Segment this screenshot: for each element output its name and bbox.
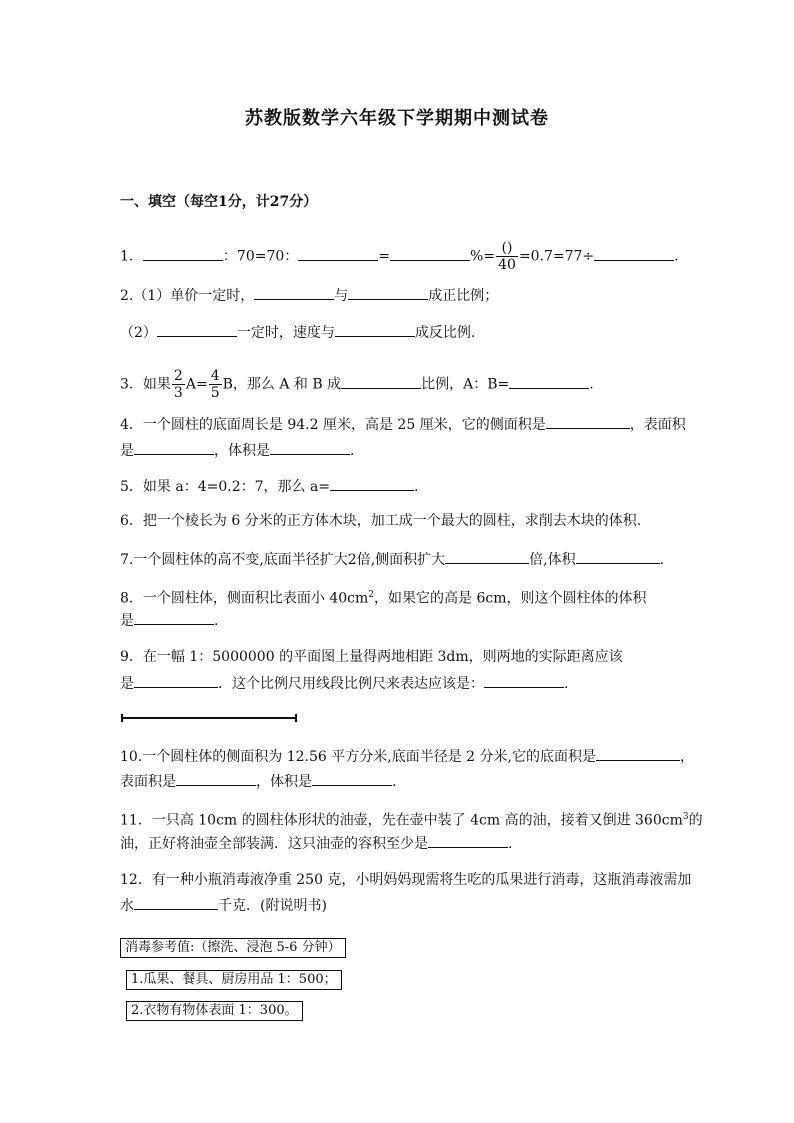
q5-blank-1[interactable] [330, 476, 414, 491]
q2b-text-3: 成反比例. [414, 325, 476, 341]
section-heading: 一、填空（每空1分，计27分） [120, 194, 318, 210]
q3-fraction-1-denominator: 3 [173, 385, 183, 401]
q4b-blank-2[interactable] [270, 440, 350, 455]
q3-fraction-1 [172, 368, 185, 401]
q1-number: 1． [120, 248, 143, 265]
q3-text-1: 3．如果 [120, 376, 171, 393]
q8b-text-1: 是 [120, 613, 134, 629]
question-11a [120, 808, 703, 830]
question-10b [120, 771, 396, 791]
q5-text-1: 5．如果 a：4=0.2：7，那么 a= [120, 479, 331, 495]
q3-fraction-2-numerator: 4 [210, 368, 220, 384]
q10a-blank-1[interactable] [596, 746, 680, 761]
question-10a [120, 746, 694, 766]
q10b-blank-1[interactable] [176, 771, 256, 786]
q11a-text-2: 的 [688, 812, 703, 829]
q12b-text-2: 千克．(附说明书) [218, 898, 327, 914]
q4b-text-2: ，体积是 [214, 443, 270, 459]
q1-text-4: =0.7=77÷ [518, 248, 595, 265]
q3-text-5: . [589, 376, 594, 393]
q2a-text-1: 2.（1）单价一定时， [120, 288, 255, 304]
question-8a [120, 586, 647, 608]
q8a-text-1: 8．一个圆柱体，侧面积比表面小 40cm [120, 590, 369, 607]
q1-fraction [496, 240, 518, 273]
q3-text-2: A= [185, 376, 208, 393]
q8a-superscript: 2 [368, 590, 375, 600]
manual-header-box: 消毒参考值:（擦洗、浸泡 5-6 分钟） [120, 938, 346, 958]
q2a-blank-1[interactable] [254, 285, 334, 300]
question-6 [120, 512, 641, 530]
q10a-text-2: ， [679, 749, 694, 765]
q1-text-5: . [674, 248, 679, 265]
q4b-text-3: . [350, 443, 355, 459]
q2b-blank-1[interactable] [157, 322, 237, 337]
q3-fraction-1-numerator: 2 [173, 368, 183, 384]
q2b-text-1: （2） [120, 325, 157, 341]
q9b-blank-2[interactable] [484, 673, 564, 688]
q10b-blank-2[interactable] [312, 771, 392, 786]
q2a-text-3: 成正比例； [428, 288, 499, 304]
q10b-text-3: . [392, 774, 397, 790]
scale-bar-line [121, 717, 297, 719]
q3-fraction-2-denominator: 5 [210, 385, 220, 401]
question-8b [120, 610, 218, 630]
question-9a [120, 648, 623, 666]
q8a-text-2: ，如果它的高是 6cm，则这个圆柱体的体积 [374, 590, 647, 607]
q1-fraction-denominator: 40 [498, 257, 516, 273]
page-title: 苏教版数学六年级下学期期中测试卷 [245, 108, 549, 129]
question-5 [120, 476, 419, 496]
q7-blank-2[interactable] [576, 549, 660, 564]
q3-text-3: B，那么 A 和 B 成 [222, 376, 342, 393]
q1-blank-4[interactable] [594, 246, 674, 261]
manual-item-2-box: 2.衣物有物体表面 1：300。 [126, 1001, 303, 1021]
q2b-text-2: 一定时，速度与 [236, 325, 335, 341]
q9a-text-1: 9．在一幅 1：5000000 的平面图上量得两地相距 3dm，则两地的实际距离应该 [120, 649, 623, 665]
q6-text-1: 6．把一个棱长为 6 分米的正方体木块，加工成一个最大的圆柱，求削去木块的体积. [120, 513, 642, 529]
q10b-text-2: ，体积是 [256, 774, 312, 790]
q12b-blank-1[interactable] [134, 895, 218, 910]
q2a-text-2: 与 [334, 288, 349, 304]
question-12a [120, 871, 691, 889]
q8b-text-2: . [214, 613, 219, 629]
q7-text-2: 倍,体积 [529, 552, 576, 568]
q5-text-2: . [414, 479, 419, 495]
q1-blank-2[interactable] [298, 246, 378, 261]
q2a-blank-2[interactable] [348, 285, 428, 300]
q4a-text-1: 4．一个圆柱的底面周长是 94.2 厘米，高是 25 厘米，它的侧面积是 [120, 417, 546, 433]
question-1 [120, 240, 679, 273]
question-12b [120, 895, 327, 915]
question-2a [120, 285, 498, 305]
q1-blank-3[interactable] [390, 246, 470, 261]
q11a-superscript: 3 [682, 812, 689, 822]
q4a-blank-1[interactable] [546, 414, 630, 429]
manual-item-1-box: 1.瓜果、餐具、厨房用品 1：500； [126, 970, 342, 990]
question-9b [120, 673, 568, 693]
q9b-text-2: ．这个比例尺用线段比例尺来表达应该是： [218, 676, 484, 692]
q11b-text-2: . [508, 836, 513, 852]
q8b-blank-1[interactable] [134, 610, 214, 625]
q11b-blank-1[interactable] [428, 833, 508, 848]
q3-fraction-2 [209, 368, 222, 401]
question-3 [120, 368, 594, 401]
q4b-blank-1[interactable] [134, 440, 214, 455]
q1-text-2: = [378, 248, 391, 265]
q7-text-3: . [659, 552, 665, 568]
q3-blank-1[interactable] [341, 374, 421, 389]
q7-text-1: 7.一个圆柱体的高不变,底面半径扩大2倍,侧面积扩大 [120, 552, 446, 568]
q10b-text-1: 表面积是 [120, 774, 176, 790]
question-4a [120, 414, 686, 434]
q7-blank-1[interactable] [445, 549, 529, 564]
q12a-text-1: 12．有一种小瓶消毒液净重 250 克，小明妈妈现需将生吃的瓜果进行消毒，这瓶消毒液需加 [120, 872, 692, 888]
q4b-text-1: 是 [120, 443, 134, 459]
q12b-text-1: 水 [120, 898, 134, 914]
q10a-text-1: 10.一个圆柱体的侧面积为 12.56 平方分米,底面半径是 2 分米,它的底面积是 [120, 749, 596, 765]
q1-text-1: ：70=70： [222, 248, 299, 265]
question-4b [120, 440, 354, 460]
q4a-text-2: ，表面积 [629, 417, 686, 433]
q1-fraction-numerator: () [496, 240, 518, 257]
q3-text-4: 比例，A：B= [421, 376, 510, 393]
question-11b [120, 833, 512, 853]
q11b-text-1: 油，正好将油壶全部装满．这只油壶的容积至少是 [120, 836, 428, 852]
q3-blank-2[interactable] [509, 374, 589, 389]
q1-text-3: %= [470, 248, 496, 265]
q2b-blank-2[interactable] [335, 322, 415, 337]
question-2b [120, 322, 475, 342]
q9b-blank-1[interactable] [134, 673, 218, 688]
q9b-text-1: 是 [120, 676, 134, 692]
q11a-text-1: 11．一只高 10cm 的圆柱体形状的油壶，先在壶中装了 4cm 高的油，接着又倒进 360cm [120, 812, 683, 829]
question-7 [120, 549, 664, 569]
q9b-text-3: . [564, 676, 569, 692]
q1-blank-1[interactable] [143, 246, 223, 261]
